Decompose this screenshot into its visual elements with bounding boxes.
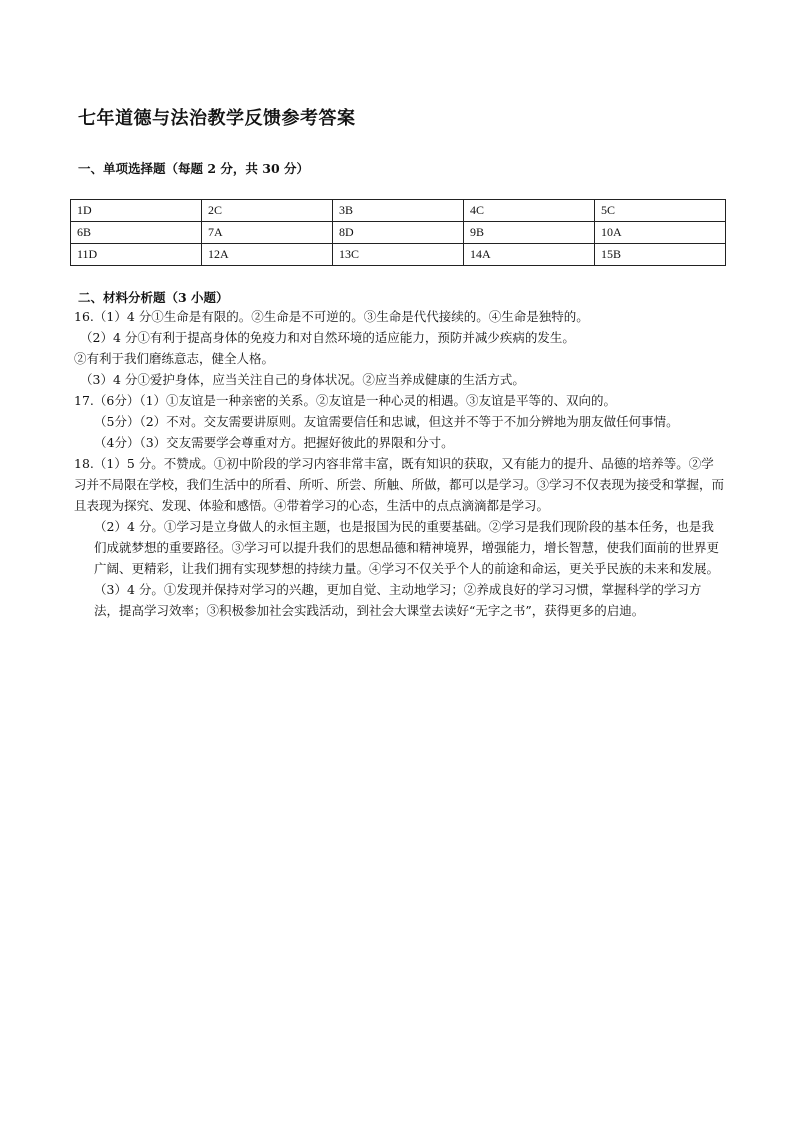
table-cell: 15B (595, 244, 726, 266)
answer-paragraph: （3）4 分。①发现并保持对学习的兴趣，更加自觉、主动地学习；②养成良好的学习习惯，掌握科学的学习方法，提高学习效率；③积极参加社会实践活动，到社会大课堂去读好“无字之书”，获得更多的启迪。 (94, 582, 702, 618)
table-cell: 10A (595, 222, 726, 244)
table-cell: 5C (595, 200, 726, 222)
section-heading-material-analysis: 二、材料分析题（3 小题） (78, 290, 229, 305)
section-heading-multiple-choice: 一、单项选择题（每题 2 分，共 30 分） (78, 161, 310, 176)
table-cell: 4C (464, 200, 595, 222)
answer-paragraph: 16.（1）4 分①生命是有限的。②生命是不可逆的。③生命是代代接续的。④生命是独特的。 (74, 309, 589, 324)
table-row (71, 244, 726, 266)
answer-paragraph: ②有利于我们磨练意志，健全人格。 (74, 351, 275, 366)
table-row (71, 200, 726, 222)
answer-paragraph: （2）4 分①有利于提高身体的免疫力和对自然环境的适应能力，预防并减少疾病的发生。 (80, 330, 575, 345)
answer-body (74, 306, 724, 621)
answer-paragraph: 17.（6分）（1）①友谊是一种亲密的关系。②友谊是一种心灵的相遇。③友谊是平等的、双向的。 (74, 393, 617, 408)
table-cell: 7A (202, 222, 333, 244)
table-row (71, 222, 726, 244)
page-title: 七年道德与法治教学反馈参考答案 (78, 108, 356, 129)
table-cell: 6B (71, 222, 202, 244)
answer-paragraph: （5分）（2）不对。交友需要讲原则。友谊需要信任和忠诚，但这并不等于不加分辨地为朋友做任何事情。 (94, 414, 679, 429)
answer-paragraph: （4分）（3）交友需要学会尊重对方。把握好彼此的界限和分寸。 (94, 435, 454, 450)
answer-paragraph: （3）4 分①爱护身体，应当关注自己的身体状况。②应当养成健康的生活方式。 (80, 372, 525, 387)
table-cell: 13C (333, 244, 464, 266)
table-cell: 12A (202, 244, 333, 266)
table-cell: 14A (464, 244, 595, 266)
answer-paragraph: （2）4 分。①学习是立身做人的永恒主题，也是报国为民的重要基础。②学习是我们现阶段的基本任务，也是我们成就梦想的重要路径。③学习可以提升我们的思想品德和精神境界，增强能力，增长智慧，使我们面前的世界更广阔、更精彩，让我们拥有实现梦想的持续力量。④学习不仅关乎个人的前途和命运，更关乎民族的未来和发展。 (94, 519, 720, 576)
table-cell: 1D (71, 200, 202, 222)
answer-table (70, 199, 726, 266)
table-cell: 2C (202, 200, 333, 222)
table-cell: 3B (333, 200, 464, 222)
answer-paragraph: 18.（1）5 分。不赞成。①初中阶段的学习内容非常丰富，既有知识的获取，又有能力的提升、品德的培养等。②学习并不局限在学校，我们生活中的所看、所听、所尝、所触、所做，都可以是学习。③学习不仅表现为接受和掌握，而且表现为探究、发现、体验和感悟。④带着学习的心态，生活中的点点滴滴都是学习。 (74, 456, 725, 513)
table-cell: 11D (71, 244, 202, 266)
table-cell: 9B (464, 222, 595, 244)
table-cell: 8D (333, 222, 464, 244)
